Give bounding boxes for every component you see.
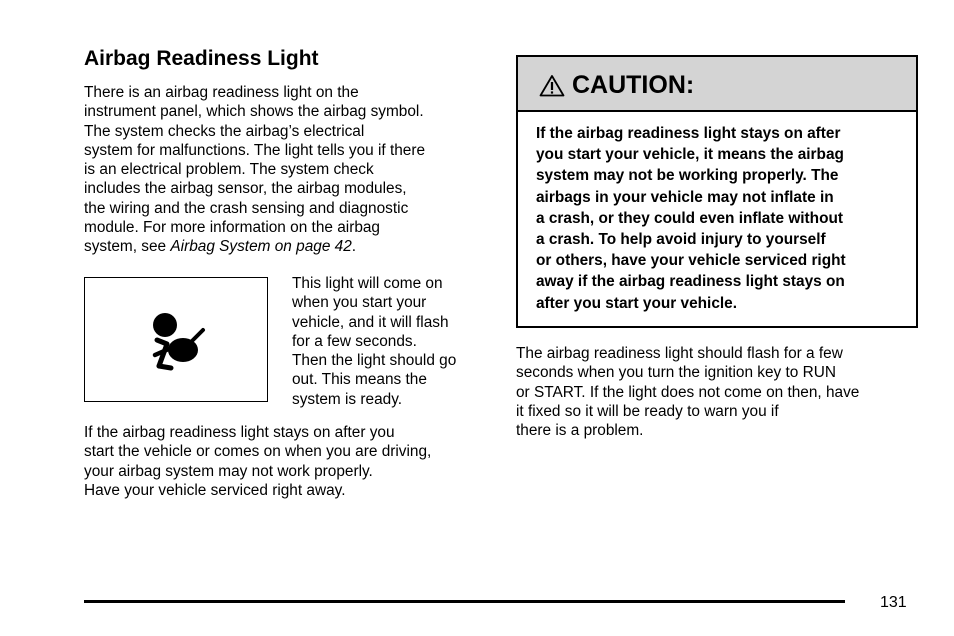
text-line: Have your vehicle serviced right away.: [84, 481, 346, 499]
text-line: system is ready.: [292, 390, 403, 408]
text-line: away if the airbag readiness light stays on: [536, 273, 845, 291]
text-line: If the airbag readiness light stays on after you: [84, 424, 395, 441]
text-line: system may not be working properly. The: [536, 167, 839, 185]
text-line: there is a problem.: [516, 422, 644, 440]
caution-header: [518, 57, 916, 112]
text-fragment: system, see: [84, 238, 171, 256]
text-line: after you start your vehicle.: [536, 294, 738, 312]
text-line: for a few seconds.: [292, 332, 417, 350]
text-line: Then the light should go: [292, 352, 457, 370]
flash-paragraph: [516, 344, 859, 440]
page-number: 131: [880, 594, 907, 611]
caution-box: [516, 55, 918, 328]
section-heading: Airbag Readiness Light: [84, 47, 319, 70]
text-line: This light will come on: [292, 275, 443, 292]
text-line: If the airbag readiness light stays on after: [536, 125, 841, 142]
text-line: your airbag system may not work properly.: [84, 462, 373, 480]
text-line: out. This means the: [292, 371, 427, 389]
text-line: or others, have your vehicle serviced right: [536, 252, 846, 270]
airbag-readiness-icon: [145, 308, 211, 372]
stays-on-paragraph: [84, 423, 431, 500]
text-line: includes the airbag sensor, the airbag modules,: [84, 180, 407, 198]
text-line: is an electrical problem. The system check: [84, 161, 374, 179]
text-line: or START. If the light does not come on then, have: [516, 383, 860, 401]
airbag-icon-frame: [84, 277, 268, 402]
text-line: when you start your: [292, 294, 427, 312]
text-line: The airbag readiness light should flash for a few: [516, 345, 843, 362]
intro-paragraph: [84, 83, 425, 257]
text-line: vehicle, and it will flash: [292, 313, 449, 331]
text-line: you start your vehicle, it means the airbag: [536, 146, 844, 164]
text-line: the wiring and the crash sensing and diagnostic: [84, 199, 409, 217]
text-line: it fixed so it will be ready to warn you if: [516, 402, 779, 420]
text-line: seconds when you turn the ignition key to RUN: [516, 364, 836, 382]
text-line: instrument panel, which shows the airbag symbol.: [84, 103, 424, 121]
text-line: airbags in your vehicle may not inflate in: [536, 188, 834, 206]
text-line: a crash. To help avoid injury to yourself: [536, 231, 826, 249]
caution-title: CAUTION:: [572, 71, 695, 99]
caution-text: [536, 123, 846, 314]
light-behavior-paragraph: [292, 274, 456, 409]
warning-triangle-icon: [539, 74, 565, 97]
text-line: system for malfunctions. The light tells you if there: [84, 141, 426, 159]
text-line: a crash, or they could even inflate without: [536, 209, 844, 227]
text-fragment: .: [351, 238, 357, 256]
footer-rule: [84, 600, 845, 603]
text-line: The system checks the airbag’s electrical: [84, 122, 365, 140]
text-line: There is an airbag readiness light on the: [84, 84, 359, 101]
text-line-with-reference: [84, 237, 425, 256]
text-line: start the vehicle or comes on when you are driving,: [84, 443, 432, 461]
text-line: module. For more information on the airbag: [84, 219, 380, 237]
page-reference: Airbag System on page 42: [170, 238, 352, 256]
